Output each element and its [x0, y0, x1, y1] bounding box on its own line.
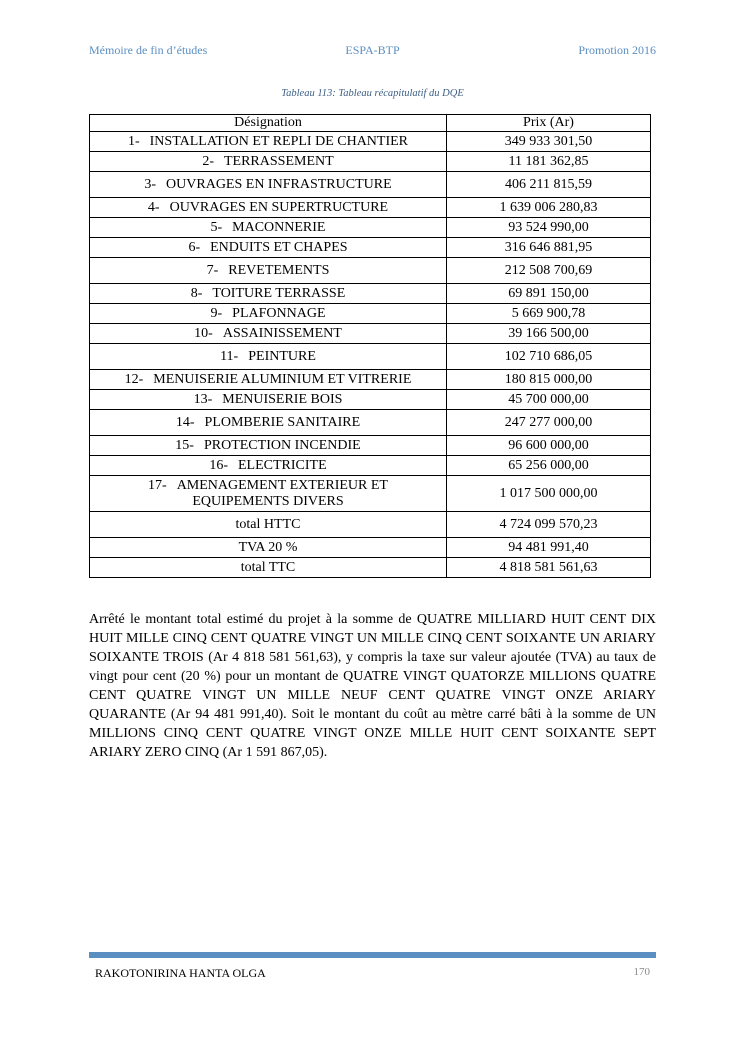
- item-label: ELECTRICITE: [238, 457, 327, 473]
- price-cell: 1 639 006 280,83: [447, 198, 651, 218]
- item-number: 17-: [148, 477, 167, 493]
- total-price: 4 724 099 570,23: [447, 512, 651, 538]
- item-label: PEINTURE: [248, 348, 316, 364]
- table-row: [90, 218, 651, 238]
- table-row: [90, 436, 651, 456]
- footer-bar: [89, 952, 656, 958]
- item-label: PLAFONNAGE: [232, 305, 326, 321]
- total-row: [90, 512, 651, 538]
- summary-paragraph: Arrêté le montant total estimé du projet à la somme de QUATRE MILLIARD HUIT CENT DIX HUIT MILLE CINQ CENT QUATRE VINGT UN MILLE CINQ CENT SOIXANTE UN ARIARY SOIXANTE TROIS (Ar 4 818 581 561,63), y compris la taxe sur valeur ajoutée (TVA) au taux de vingt pour cent (20 %) pour un montant de QUATRE VINGT QUATORZE MILLIONS QUATRE CENT QUATRE VINGT UN MILLE NEUF CENT QUATRE VINGT ONZE ARIARY QUARANTE (Ar 94 481 991,40). Soit le montant du coût au mètre carré bâti à la somme de UN MILLIONS CINQ CENT QUATRE VINGT ONZE MILLE HUIT CENT SOIXANTE SEPT ARIARY ZERO CINQ (Ar 1 591 867,05).: [89, 612, 656, 760]
- item-number: 7-: [206, 262, 219, 278]
- designation-cell: [90, 198, 447, 218]
- designation-cell: [90, 132, 447, 152]
- item-number: 2-: [202, 153, 214, 169]
- item-label: OUVRAGES EN SUPERTRUCTURE: [169, 199, 389, 215]
- table-row: [90, 476, 651, 512]
- item-number: 11-: [220, 348, 239, 364]
- item-label: ENDUITS ET CHAPES: [210, 239, 348, 255]
- table-row: [90, 258, 651, 284]
- price-cell: 45 700 000,00: [447, 390, 651, 410]
- total-label: total TTC: [90, 558, 447, 578]
- designation-cell: [90, 238, 447, 258]
- item-number: 8-: [190, 285, 203, 301]
- designation-cell: [90, 304, 447, 324]
- item-label: MENUISERIE BOIS: [222, 391, 343, 407]
- total-row: [90, 538, 651, 558]
- table-row: [90, 344, 651, 370]
- item-label: PLOMBERIE SANITAIRE: [204, 414, 361, 430]
- item-label: AMENAGEMENT EXTERIEUR ET: [176, 477, 388, 493]
- item-label: REVETEMENTS: [228, 262, 330, 278]
- header-left: Mémoire de fin d’études: [89, 43, 208, 57]
- designation-cell: [90, 370, 447, 390]
- table-row: [90, 284, 651, 304]
- price-cell: 406 211 815,59: [447, 172, 651, 198]
- item-number: 16-: [209, 457, 228, 473]
- table-row: [90, 390, 651, 410]
- item-number: 5-: [210, 219, 223, 235]
- table-row: [90, 370, 651, 390]
- item-label: ASSAINISSEMENT: [222, 325, 342, 341]
- price-cell: 349 933 301,50: [447, 132, 651, 152]
- header-right: Promotion 2016: [578, 43, 656, 57]
- designation-cell: [90, 218, 447, 238]
- item-number: 9-: [210, 305, 223, 321]
- item-label: TOITURE TERRASSE: [212, 285, 346, 301]
- table-header-row: [90, 115, 651, 132]
- header-center: ESPA-BTP: [345, 43, 400, 57]
- item-number: 12-: [124, 371, 144, 387]
- item-label: TERRASSEMENT: [223, 153, 334, 169]
- item-number: 15-: [175, 437, 194, 453]
- designation-cell: [90, 284, 447, 304]
- col-header-designation: Désignation: [90, 115, 447, 132]
- designation-cell: [90, 344, 447, 370]
- designation-cell: [90, 410, 447, 436]
- price-cell: 5 669 900,78: [447, 304, 651, 324]
- table-row: [90, 198, 651, 218]
- item-number: 3-: [144, 176, 157, 192]
- price-cell: 93 524 990,00: [447, 218, 651, 238]
- table-row: [90, 410, 651, 436]
- table-row: [90, 152, 651, 172]
- total-price: 4 818 581 561,63: [447, 558, 651, 578]
- item-label: MENUISERIE ALUMINIUM ET VITRERIE: [153, 371, 412, 387]
- item-label: MACONNERIE: [232, 219, 326, 235]
- col-header-price: Prix (Ar): [447, 115, 651, 132]
- item-number: 10-: [194, 325, 213, 341]
- table-row: [90, 238, 651, 258]
- price-cell: 1 017 500 000,00: [447, 476, 651, 512]
- footer-author: RAKOTONIRINA HANTA OLGA: [95, 966, 266, 980]
- price-cell: 96 600 000,00: [447, 436, 651, 456]
- price-cell: 316 646 881,95: [447, 238, 651, 258]
- item-label: OUVRAGES EN INFRASTRUCTURE: [166, 176, 392, 192]
- item-number: 13-: [193, 391, 213, 407]
- table-row: [90, 172, 651, 198]
- price-cell: 65 256 000,00: [447, 456, 651, 476]
- table-row: [90, 304, 651, 324]
- price-cell: 212 508 700,69: [447, 258, 651, 284]
- table-row: [90, 132, 651, 152]
- page-number: 170: [633, 966, 650, 978]
- price-cell: 247 277 000,00: [447, 410, 651, 436]
- table-row: [90, 324, 651, 344]
- price-cell: 39 166 500,00: [447, 324, 651, 344]
- price-cell: 180 815 000,00: [447, 370, 651, 390]
- designation-cell: [90, 390, 447, 410]
- item-number: 6-: [188, 239, 201, 255]
- item-label-line2: EQUIPEMENTS DIVERS: [192, 493, 344, 509]
- total-price: 94 481 991,40: [447, 538, 651, 558]
- total-label: total HTTC: [90, 512, 447, 538]
- table-caption: Tableau 113: Tableau récapitulatif du DQE: [281, 88, 464, 99]
- dqe-summary-table: [89, 114, 651, 578]
- price-cell: 69 891 150,00: [447, 284, 651, 304]
- designation-cell: [90, 258, 447, 284]
- designation-cell: [90, 476, 447, 512]
- designation-cell: [90, 152, 447, 172]
- table-row: [90, 456, 651, 476]
- price-cell: 102 710 686,05: [447, 344, 651, 370]
- designation-cell: [90, 172, 447, 198]
- item-label: INSTALLATION ET REPLI DE CHANTIER: [149, 133, 409, 149]
- item-number: 1-: [127, 133, 140, 149]
- price-cell: 11 181 362,85: [447, 152, 651, 172]
- item-number: 4-: [147, 199, 160, 215]
- item-number: 14-: [175, 414, 195, 430]
- total-row: [90, 558, 651, 578]
- item-label: PROTECTION INCENDIE: [203, 437, 361, 453]
- designation-cell: [90, 436, 447, 456]
- total-label: TVA 20 %: [90, 538, 447, 558]
- designation-cell: [90, 456, 447, 476]
- designation-cell: [90, 324, 447, 344]
